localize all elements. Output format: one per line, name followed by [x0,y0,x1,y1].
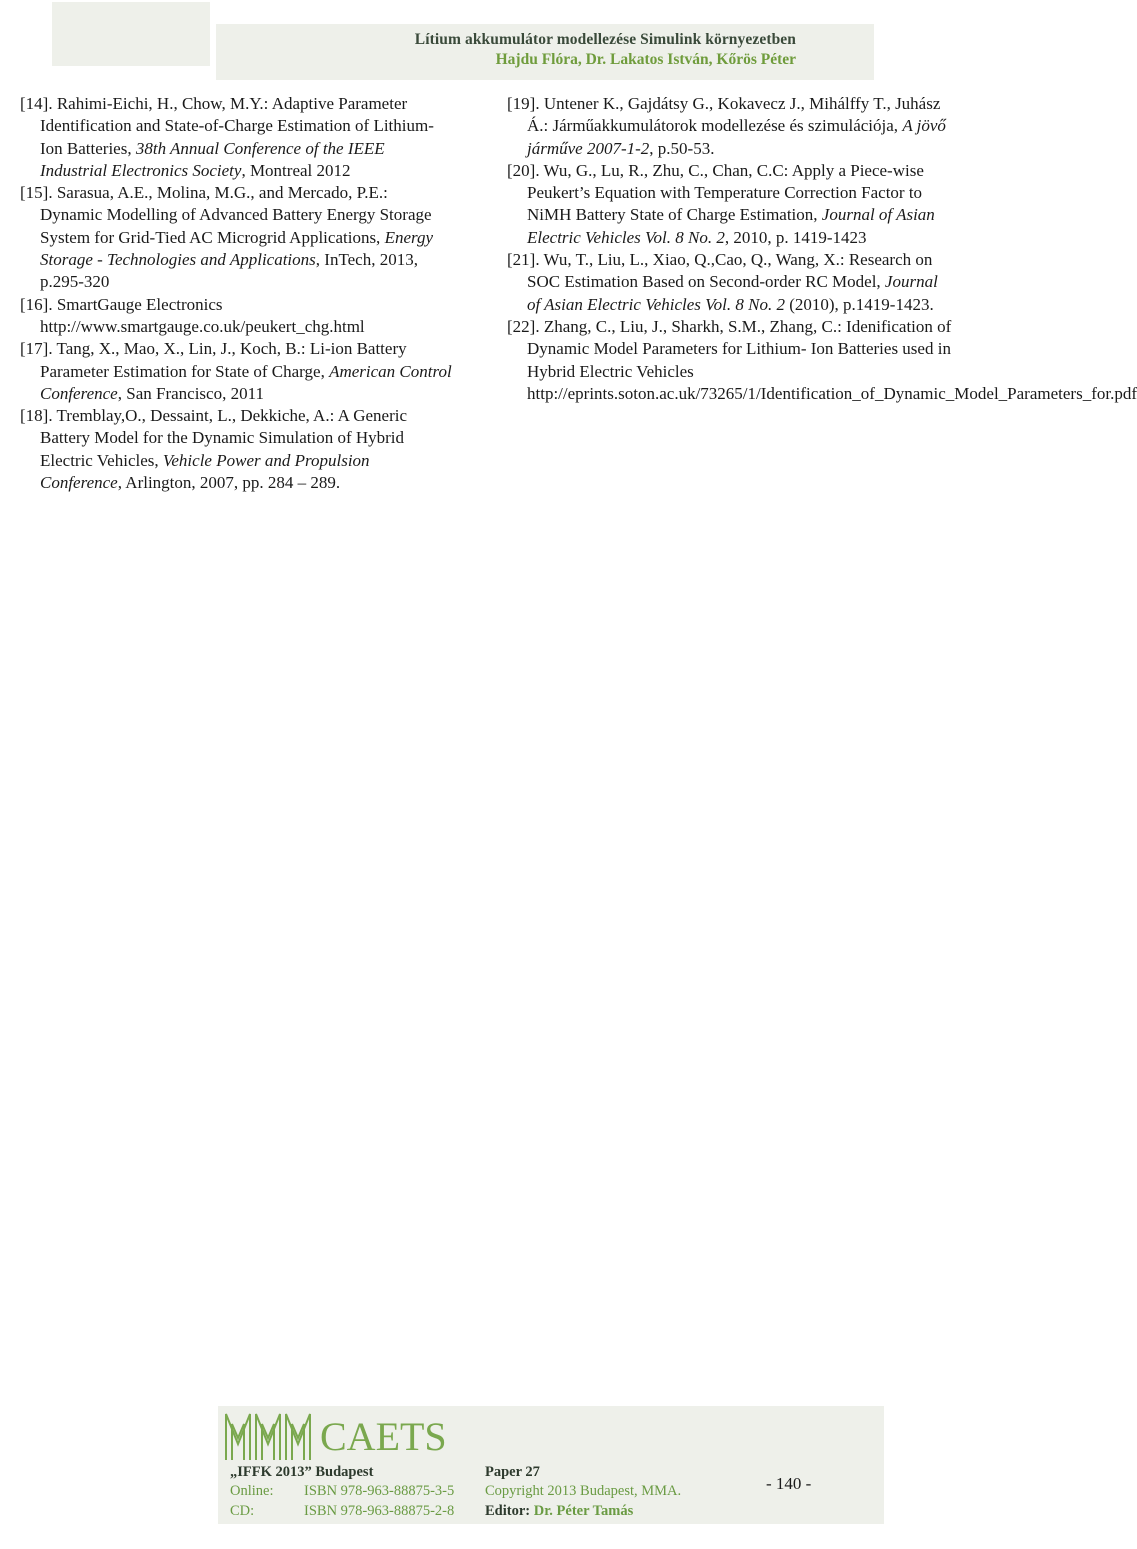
references-right-column [507,93,1137,405]
paper-title: Lítium akkumulátor modellezése Simulink környezetben [414,31,796,48]
ref-17 [20,338,452,405]
ref-18 [20,405,452,494]
reference-text: [14]. Rahimi-Eichi, H., Chow, M.Y.: Adaptive Parameter Identification and State-of-Charge Estimation of Lithium-Ion Batteries, [20,94,434,158]
ref-16 [20,294,452,339]
reference-text: [16]. SmartGauge Electronics http://www.smartgauge.co.uk/peukert_chg.html [20,294,365,336]
ref-22 [507,316,1137,405]
ref-19 [507,93,955,160]
reference-text: [19]. Untener K., Gajdátsy G., Kokavecz J., Mihálffy T., Juhász Á.: Járműakkumulátorok modellezése és szimulációja, [507,94,941,136]
footer-online-label: Online: [230,1483,274,1499]
footer-cd-isbn: ISBN 978-963-88875-2-8 [304,1503,455,1519]
reference-text: [18]. Tremblay,O., Dessaint, L., Dekkiche, A.: A Generic Battery Model for the Dynamic Simulation of Hybrid Electric Vehicles, [20,406,407,470]
reference-text: [22]. Zhang, C., Liu, J., Sharkh, S.M., Zhang, C.: Idenification of Dynamic Model Parameters for Lithium- Ion Batteries used in Hybrid Electric Vehicles http://eprints.soton.ac.uk/73265/1/Identification_of_Dynamic_Model_Parameters_for.pdf [507,316,1137,403]
reference-source-title: Energy Storage - Technologies and Applications [40,227,434,270]
ref-14 [20,93,452,182]
footer-editor-name: Dr. Péter Tamás [533,1503,634,1519]
reference-text: , 2010, p. 1419-1423 [724,227,867,247]
reference-text: , San Francisco, 2011 [117,383,264,403]
footer-editor [485,1503,633,1520]
reference-source-title: Vehicle Power and Propulsion Conference [40,450,370,493]
footer-paper: Paper 27 [485,1464,540,1480]
ref-20 [507,160,955,249]
footer-copyright: Copyright 2013 Budapest, MMA. [485,1483,682,1499]
reference-source-title: Journal of Asian Electric Vehicles Vol. 8 No. 2 [527,205,935,247]
reference-text: [21]. Wu, T., Liu, L., Xiao, Q.,Cao, Q., Wang, X.: Research on SOC Estimation Based on Second-order RC Model, [507,250,933,292]
reference-source-title: Journal of Asian Electric Vehicles Vol. 8 No. 2 [527,272,938,314]
reference-source-title: 38th Annual Conference of the IEEE Industrial Electronics Society [40,138,385,180]
reference-text: , Arlington, 2007, pp. 284 – 289. [117,473,341,493]
header-decor-left [52,2,210,66]
paper-authors: Hajdu Flóra, Dr. Lakatos István, Kőrös Péter [495,51,796,68]
reference-source-title: A jövő járműve 2007-1-2 [527,116,946,158]
reference-source-title: American Control Conference [40,361,452,403]
ref-15 [20,182,452,293]
footer-online-isbn: ISBN 978-963-88875-3-5 [304,1483,455,1499]
reference-text: [15]. Sarasua, A.E., Molina, M.G., and Mercado, P.E.: Dynamic Modelling of Advanced Battery Energy Storage System for Grid-Tied AC Microgrid Applications, [20,183,432,247]
footer-editor-label: Editor: [485,1503,531,1519]
reference-text: , Montreal 2012 [241,160,351,180]
reference-text: (2010), p.1419-1423. [784,294,934,314]
caets-logo [222,1408,472,1464]
logo-text: CAETS [320,1414,447,1459]
reference-text: , InTech, 2013, p.295-320 [40,250,418,292]
reference-text: , p.50-53. [649,138,715,158]
footer-conference: „IFFK 2013” Budapest [230,1464,374,1480]
footer-cd-label: CD: [230,1503,255,1519]
reference-text: [17]. Tang, X., Mao, X., Lin, J., Koch, B.: Li-ion Battery Parameter Estimation for State of Charge, [20,339,407,381]
reference-text: [20]. Wu, G., Lu, R., Zhu, C., Chan, C.C: Apply a Piece-wise Peukert’s Equation with Temperature Correction Factor to NiMH Battery State of Charge Estimation, [507,160,924,225]
references-left-column [20,93,452,494]
page-number: - 140 - [766,1474,812,1493]
ref-21 [507,249,955,316]
